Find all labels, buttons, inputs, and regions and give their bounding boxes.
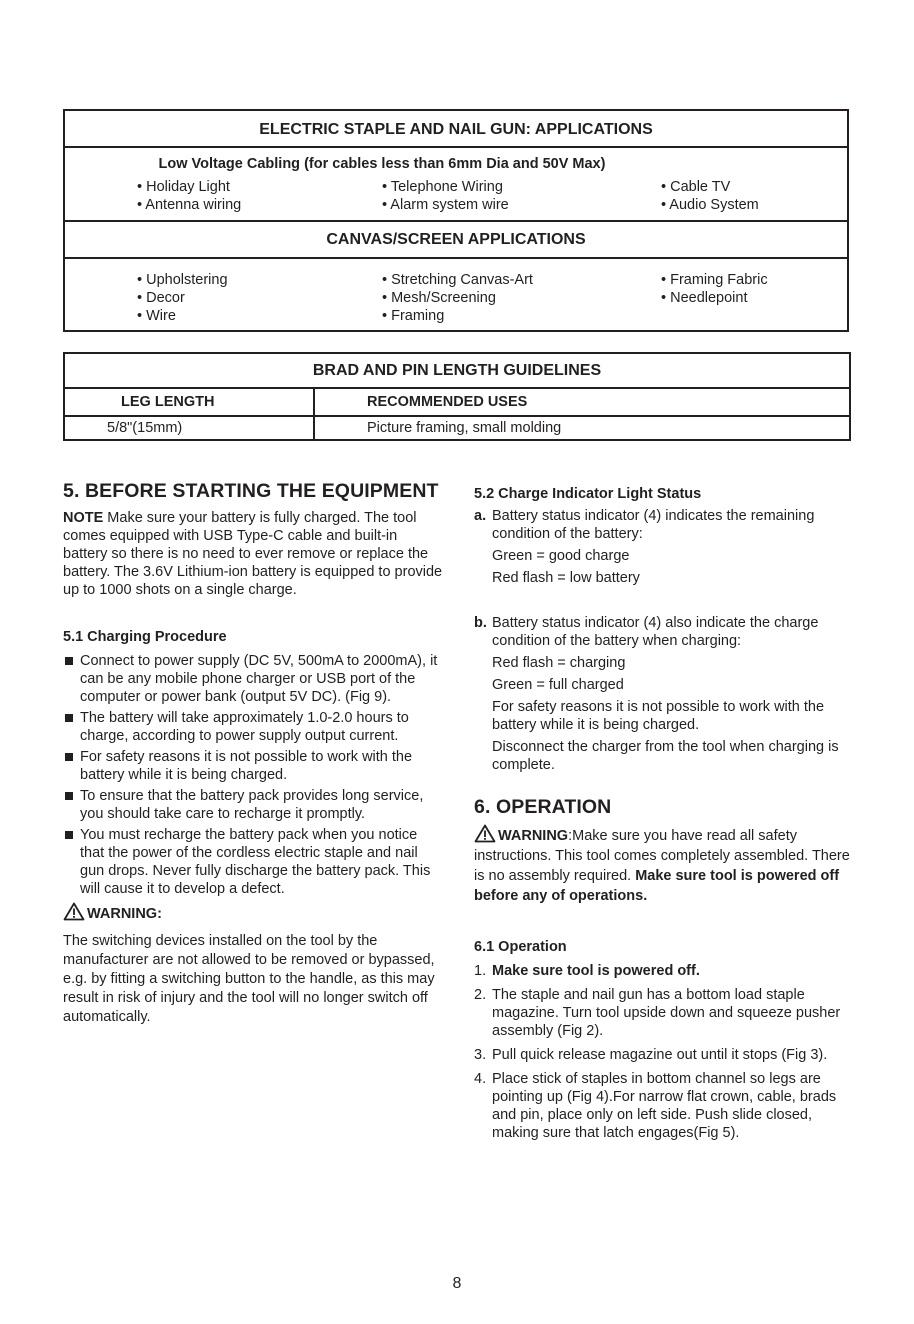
list-item: • Alarm system wire bbox=[382, 197, 509, 213]
divider bbox=[65, 257, 847, 259]
step-number: 2. bbox=[474, 987, 487, 1003]
item-b-text: Battery status indicator (4) also indicate the charge condition of the battery when charging: bbox=[492, 615, 819, 649]
note-text: Make sure your battery is fully charged. The tool comes equipped with USB Type-C cable and built-in battery so there is no need to ever remove or replace the battery. The 3.6V Lithium-ion battery is equipped to provide up to 1000 shots on a single charge. bbox=[63, 510, 443, 598]
item-b-safety: For safety reasons it is not possible to work with the battery while it is being charged. bbox=[492, 699, 825, 733]
step-text: Place stick of staples in bottom channel so legs are pointing up (Fig 4).For narrow flat crown, cable, brads and pin, place only on left side. Push slide closed, making sure that latch engages(Fig 5). bbox=[492, 1071, 837, 1141]
list-item: Connect to power supply (DC 5V, 500mA to 2000mA), it can be any mobile phone charger or USB port of the computer or power bank (output 5V DC). (Fig 9). bbox=[63, 652, 443, 706]
item-label-a: a. bbox=[474, 508, 487, 524]
canvas-col-1 bbox=[137, 271, 228, 325]
charging-bullets bbox=[63, 652, 443, 898]
list-item bbox=[474, 1046, 854, 1064]
list-item: • Mesh/Screening bbox=[382, 290, 496, 306]
list-item bbox=[474, 962, 854, 980]
list-item: To ensure that the battery pack provides long service, you should take care to recharge it promptly. bbox=[63, 787, 443, 823]
list-item: • Holiday Light bbox=[137, 179, 230, 195]
operation-subtitle: 6.1 Operation bbox=[474, 939, 567, 955]
cabling-col-2 bbox=[382, 178, 509, 214]
page-number: 8 bbox=[452, 1275, 462, 1292]
table-cell-leg-length: 5/8"(15mm) bbox=[64, 416, 314, 440]
section-5-title: 5. BEFORE STARTING THE EQUIPMENT bbox=[63, 480, 439, 502]
item-a-green: Green = good charge bbox=[492, 548, 630, 564]
item-b-red: Red flash = charging bbox=[492, 655, 626, 671]
charge-indicator-title: 5.2 Charge Indicator Light Status bbox=[474, 486, 702, 502]
column-header-leg-length: LEG LENGTH bbox=[64, 388, 314, 416]
warning-triangle-icon bbox=[474, 824, 496, 843]
section-6-title: 6. OPERATION bbox=[474, 796, 612, 818]
section-5 bbox=[63, 482, 443, 1027]
applications-box bbox=[63, 109, 849, 332]
list-item bbox=[474, 986, 854, 1040]
list-item: • Decor bbox=[137, 290, 185, 306]
column-header-recommended-uses: RECOMMENDED USES bbox=[314, 388, 850, 416]
cabling-heading: Low Voltage Cabling (for cables less than 6mm Dia and 50V Max) bbox=[158, 156, 606, 172]
list-item: • Wire bbox=[137, 308, 176, 324]
note-label: NOTE bbox=[63, 510, 104, 526]
step-number: 3. bbox=[474, 1047, 487, 1063]
step-text: Make sure tool is powered off. bbox=[492, 963, 700, 979]
warning-label: WARNING: bbox=[87, 906, 162, 922]
step-number: 1. bbox=[474, 963, 487, 979]
list-item: The battery will take approximately 1.0-2.0 hours to charge, according to power supply output current. bbox=[63, 709, 443, 745]
list-item: • Audio System bbox=[661, 197, 759, 213]
step-text: The staple and nail gun has a bottom load staple magazine. Turn tool upside down and squeeze pusher assembly (Fig 2). bbox=[492, 987, 841, 1039]
table-cell-recommended-uses: Picture framing, small molding bbox=[314, 416, 850, 440]
list-item: You must recharge the battery pack when you notice that the power of the cordless electric staple and nail gun drops. Never fully discharge the battery pack. This will cause it to develop a defect. bbox=[63, 826, 443, 898]
item-b-green: Green = full charged bbox=[492, 677, 624, 693]
list-item: For safety reasons it is not possible to work with the battery while it is being charged. bbox=[63, 748, 443, 784]
list-item: • Framing bbox=[382, 308, 445, 324]
canvas-col-2 bbox=[382, 271, 533, 325]
note-paragraph bbox=[63, 509, 443, 599]
charging-procedure-title: 5.1 Charging Procedure bbox=[63, 629, 227, 645]
list-item: • Antenna wiring bbox=[137, 197, 242, 213]
warning-triangle-icon bbox=[63, 902, 85, 921]
canvas-title: CANVAS/SCREEN APPLICATIONS bbox=[326, 231, 586, 248]
item-a-red: Red flash = low battery bbox=[492, 570, 640, 586]
item-a-text: Battery status indicator (4) indicates the remaining condition of the battery: bbox=[492, 508, 815, 542]
list-item bbox=[474, 1070, 854, 1142]
length-guidelines-table bbox=[63, 352, 851, 441]
divider bbox=[65, 146, 847, 148]
section-5-2 bbox=[474, 485, 854, 1142]
item-label-b: b. bbox=[474, 615, 487, 631]
canvas-col-3 bbox=[661, 271, 768, 307]
step-text: Pull quick release magazine out until it stops (Fig 3). bbox=[492, 1047, 828, 1063]
applications-title: ELECTRIC STAPLE AND NAIL GUN: APPLICATIONS bbox=[259, 121, 653, 138]
step-number: 4. bbox=[474, 1071, 487, 1087]
operation-steps bbox=[474, 962, 854, 1142]
operation-warning bbox=[474, 824, 854, 906]
operation-warning-text: :Make sure you have read all safety instructions. This tool comes completely assembled. There is no assembly required. bbox=[474, 828, 850, 884]
operation-warning-bold: Make sure tool is powered off before any of operations. bbox=[474, 868, 840, 904]
length-table-title: BRAD AND PIN LENGTH GUIDELINES bbox=[64, 353, 850, 388]
cabling-col-3 bbox=[661, 178, 759, 214]
list-item: • Upholstering bbox=[137, 272, 228, 288]
warning-heading bbox=[63, 902, 443, 923]
indicator-item-b bbox=[474, 614, 854, 774]
list-item: • Cable TV bbox=[661, 179, 731, 195]
list-item: • Stretching Canvas-Art bbox=[382, 272, 533, 288]
list-item: • Needlepoint bbox=[661, 290, 748, 306]
list-item: • Framing Fabric bbox=[661, 272, 768, 288]
operation-warning-label: WARNING bbox=[498, 828, 569, 844]
item-b-disconnect: Disconnect the charger from the tool when charging is complete. bbox=[492, 739, 839, 773]
cabling-col-1 bbox=[137, 178, 241, 214]
warning-text: The switching devices installed on the tool by the manufacturer are not allowed to be removed or bypassed, e.g. by fitting a switching button to the handle, as this may result in risk of injury and the tool will no longer switch off automatically. bbox=[63, 933, 435, 1025]
list-item: • Telephone Wiring bbox=[382, 179, 503, 195]
indicator-item-a bbox=[474, 507, 854, 587]
